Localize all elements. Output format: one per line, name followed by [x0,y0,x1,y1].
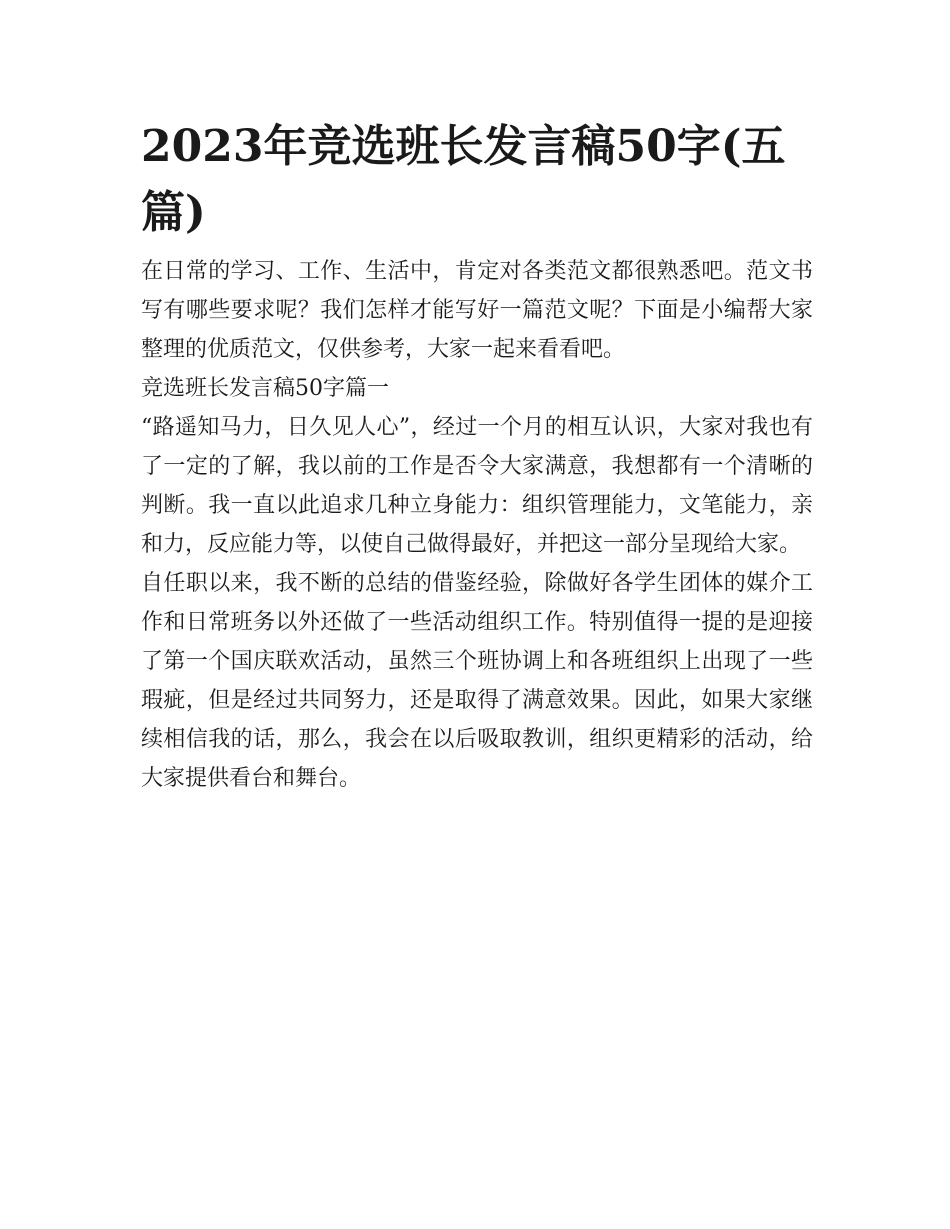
intro-paragraph: 在日常的学习、工作、生活中，肯定对各类范文都很熟悉吧。范文书写有哪些要求呢？我们怎样才能写好一篇范文呢？下面是小编帮大家整理的优质范文，仅供参考，大家一起来看看吧。 [141,259,813,362]
body-paragraph: “路遥知马力，日久见人心”，经过一个月的相互认识，大家对我也有了一定的了解，我以前的工作是否令大家满意，我想都有一个清晰的判断。我一直以此追求几种立身能力：组织管理能力，文笔能力，亲和力，反应能力等，以使自己做得最好，并把这一部分呈现给大家。 [141,415,813,557]
body-paragraph: 自任职以来，我不断的总结的借鉴经验，除做好各学生团体的媒介工作和日常班务以外还做了一些活动组织工作。特别值得一提的是迎接了第一个国庆联欢活动，虽然三个班协调上和各班组织上出现了一些瑕疵，但是经过共同努力，还是取得了满意效果。因此，如果大家继续相信我的话，那么，我会在以后吸取教训，组织更精彩的活动，给大家提供看台和舞台。 [141,571,813,791]
section-heading: 竞选班长发言稿50字篇一 [141,376,389,401]
document-title: 2023年竞选班长发言稿50字(五篇) [141,121,786,238]
document-body [141,114,813,798]
